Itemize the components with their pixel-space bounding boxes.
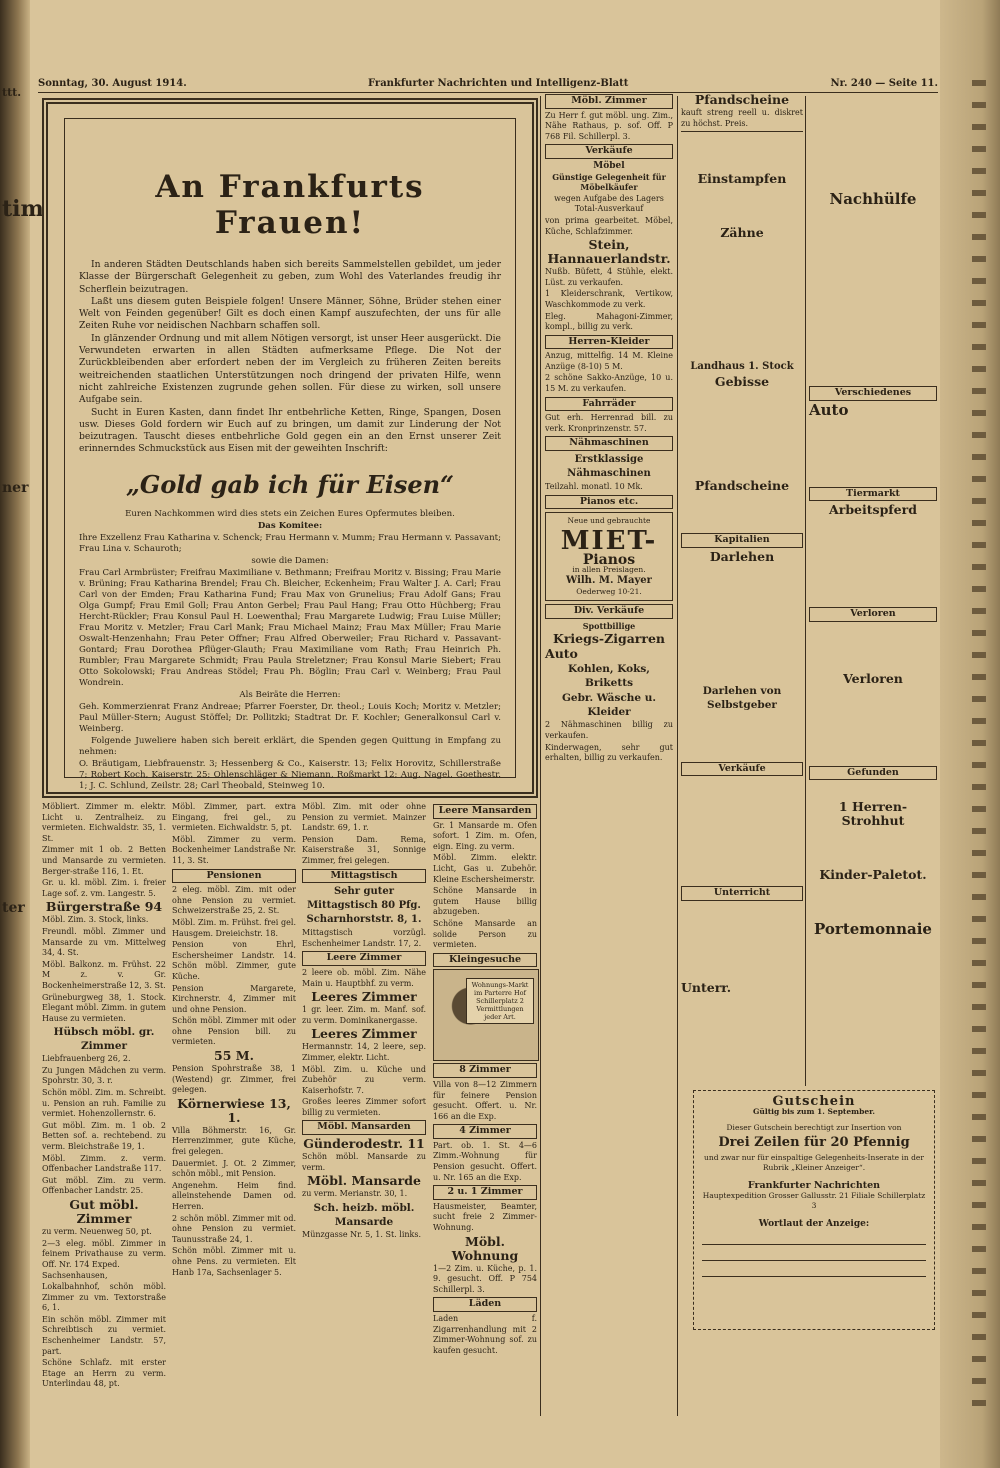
binding-fragment: ter: [2, 900, 25, 916]
header-date: Sonntag, 30. August 1914.: [38, 78, 187, 89]
ad-item: Gr. u. kl. möbl. Zim. i. freier Lage sof. z. vm. Langestr. 5.: [42, 878, 166, 898]
subheading: Spottbillige: [582, 620, 636, 631]
section-heading: Pensionen: [172, 869, 296, 884]
binding-fragment: tim: [2, 196, 44, 222]
ad-item: Möbl. Zim. mit oder ohne Pension zu vermiet. Mainzer Landstr. 69, 1. r.: [302, 802, 426, 833]
ad-item: Schön möbl. Zimmer mit u. ohne Pens. zu vermieten. Elt Hanb 17a, Sachsenlager 5.: [172, 1246, 296, 1277]
piano-ad-miet: MIET-: [560, 525, 658, 556]
coupon-offer: Drei Zeilen für 20 Pfennig: [718, 1135, 910, 1150]
section-heading: Verkäufe: [681, 762, 803, 777]
ad-item: Gut erh. Herrenrad bill. zu verk. Kronprinzenstr. 57.: [545, 413, 673, 433]
appeal-slogan: „Gold gab ich für Eisen“: [126, 469, 454, 499]
ad-item: Schöne Mansarde an solide Person zu vermieten.: [433, 918, 537, 950]
ad-headline: Pfandscheine: [694, 92, 790, 107]
ad-item: Zu Jungen Mädchen zu verm. Spohrstr. 30, 3. r.: [42, 1065, 166, 1086]
ad-item: Ein schön möbl. Zimmer mit Schreibtisch zu vermiet. Eschenheimer Landstr. 57, part.: [42, 1314, 166, 1356]
ad-headline: Kohlen, Koks, Briketts: [568, 663, 650, 690]
section-heading: Fahrräder: [545, 397, 673, 412]
ad-item: Möbl. Zimm. elektr. Licht, Gas u. Zubehör. Kleine Eschersheimerstr.: [433, 853, 537, 884]
section-heading: Leere Zimmer: [302, 951, 426, 966]
binding-holes: [972, 80, 986, 1420]
ad-item: Möbliert. Zimmer m. elektr. Licht u. Zentralheiz. zu vermieten. Eichwaldstr. 35, 1. St.: [42, 802, 166, 843]
ad-item: Freundl. möbl. Zimmer und Mansarde zu vm. Mittelweg 34, 4. St.: [42, 926, 166, 958]
ad-item: Hermannstr. 14, 2 leere, sep. Zimmer, elektr. Licht.: [302, 1042, 426, 1062]
ad-headline: Stein, Hannauerlandstr.: [547, 237, 671, 267]
section-heading: Kleingesuche: [433, 953, 537, 968]
ad-headline: Günderodestr. 11: [303, 1136, 425, 1152]
section-heading: Pianos etc.: [545, 495, 673, 510]
ad-item: Möbl. Zimmer, part. extra Eingang, frei gel., zu vermieten. Eichwaldstr. 5, pt.: [172, 802, 296, 833]
ad-item: Möbl. Zimmer zu verm. Bockenheimer Landstraße Nr. 11, 3. St.: [172, 834, 296, 865]
ad-headline: Darlehen von Selbstgeber: [702, 684, 782, 711]
column-rule: [805, 96, 806, 1086]
ad-item: Möbl. Balkonz. m. Frühst. 22 M z. v. Gr. Bockenheimerstraße 12, 3. St.: [42, 959, 166, 990]
ad-item: 2—3 eleg. möbl. Zimmer in feinem Privathause zu verm. Off. Nr. 174 Exped.: [42, 1238, 166, 1269]
ad-headline: Sehr guter Mittagstisch 80 Pfg. Scharnhorststr. 8, 1.: [306, 886, 422, 926]
coupon-text: und zwar nur für einspaltige Gelegenheits-Inserate in der Rubrik „Kleiner Anzeiger“.: [704, 1153, 924, 1172]
ad-item: Großes leeres Zimmer sofort billig zu vermieten.: [302, 1097, 426, 1117]
section-heading: 8 Zimmer: [433, 1063, 537, 1078]
ad-headline: Unterr.: [681, 979, 732, 995]
ad-headline: Auto: [545, 646, 578, 662]
appeal-paragraph: Sucht in Euren Kasten, dann findet Ihr entbehrliche Ketten, Ringe, Spangen, Dosen usw. Dieses Gold fordern wir Euch auf zu bringen, um damit zur Linderung der Not beizutragen. Tauscht dieses entbehrliche Gold gegen ein an den Ernst unserer Zeit erinnerndes Schmuckstück aus Eisen mit der geweihten Inschrift:: [79, 406, 501, 455]
ad-item: Schöne Mansarde in gutem Hause billig abzugeben.: [433, 886, 537, 917]
section-heading: Verkäufe: [545, 144, 673, 159]
piano-ad-address: Oederweg 10-21.: [576, 586, 642, 596]
ad-headline: Sch. heizb. möbl. Mansarde: [313, 1201, 415, 1228]
ad-column-2: [172, 802, 296, 1392]
ad-item: 1 gr. leer. Zim. m. Manf. sof. zu verm. Dominikanergasse.: [302, 1005, 426, 1025]
section-heading: Möbl. Zimmer: [545, 94, 673, 109]
appeal-after-slogan: Euren Nachkommen wird dies stets ein Zeichen Eures Opfermutes bleiben.: [125, 508, 455, 519]
appeal-paragraph: In anderen Städten Deutschlands haben sich bereits Sammelstellen gebildet, um jeder Klasse der Bürgerschaft Gelegenheit zu geben, zum Wohl des Vaterlandes freudig ihr Scherflein beizutragen.: [79, 259, 501, 295]
ad-item: Möbl. Zim. 3. Stock, links.: [42, 915, 149, 925]
ad-item: Angenehm. Heim find. alleinstehende Damen od. Herren.: [172, 1180, 296, 1211]
ad-item: Nußb. Büfett, 4 Stühle, elekt. Lüst. zu verkaufen.: [545, 267, 673, 287]
coupon-wording-label: Wortlaut der Anzeige:: [758, 1219, 870, 1229]
coupon-write-line[interactable]: [702, 1248, 926, 1261]
ad-headline: Hübsch möbl. gr. Zimmer: [53, 1026, 155, 1053]
ad-item: Möbl. Zim. u. Küche und Zubehör zu verm. Kaiserhofstr. 7.: [302, 1064, 426, 1095]
ad-item: Hausmeister, Beamter, sucht freie 2 Zimmer-Wohnung.: [433, 1201, 537, 1233]
ad-item: 2 schöne Sakko-Anzüge, 10 u. 15 M. zu verkaufen.: [545, 373, 673, 394]
appeal-inner: [64, 118, 516, 791]
ad-column-4: [433, 802, 537, 1392]
ad-headline: Darlehen: [709, 548, 775, 564]
wohnungs-markt-bubble: Wohnungs-Markt im Parterre Hof Schillerplatz 2 Vermittlungen jeder Art.: [466, 978, 534, 1024]
ad-headline: Verloren: [843, 670, 903, 686]
ad-item: 2 eleg. möbl. Zim. mit oder ohne Pension zu vermiet. Schweizerstraße 25, 2. St.: [172, 885, 296, 916]
ad-item: 2 schön möbl. Zimmer mit od. ohne Pension zu vermiet. Taunusstraße 24, 1.: [172, 1213, 296, 1244]
appeal-paragraph: Laßt uns diesem guten Beispiele folgen! Unsere Männer, Söhne, Brüder stehen einer Welt von Feinden gegenüber! Gilt es doch einen Kampf auszufechten, der uns für alle Zeiten Ruhe vor neidischen Nachbarn schaffen soll.: [79, 295, 501, 332]
gutschein-coupon: [693, 1090, 935, 1330]
ad-item: Villa von 8—12 Zimmern für feinere Pension gesucht. Offert. u. Nr. 166 an die Exp.: [433, 1079, 537, 1121]
ad-headline: Kriegs-Zigarren: [552, 631, 666, 647]
section-heading: Läden: [433, 1297, 537, 1312]
section-heading: Div. Verkäufe: [545, 604, 673, 619]
section-heading: 4 Zimmer: [433, 1124, 537, 1139]
ad-headline: Landhaus 1. Stock: [690, 361, 794, 373]
ad-headline: Einstampfen: [697, 171, 787, 187]
column-rule: [677, 96, 678, 1416]
ad-item: 2 leere ob. möbl. Zim. Nähe Main u. Hauptbhf. zu verm.: [302, 967, 426, 988]
ad-column-7: [809, 92, 937, 1082]
ad-column-5: [545, 92, 673, 1392]
advert-portrait-illustration: [433, 969, 539, 1061]
section-heading: Verloren: [809, 607, 937, 622]
ad-column-6: [681, 92, 803, 1082]
ad-item: wegen Aufgabe des Lagers Total-Ausverkauf: [554, 193, 664, 214]
ad-item: Gut möbl. Zim. m. 1 ob. 2 Betten sof. a. rechtebend. zu verm. Bleichstraße 19, 1.: [42, 1120, 166, 1152]
ad-headline: Bürgerstraße 94: [45, 899, 163, 915]
ad-item: Villa Böhmerstr. 16, Gr. Herrenzimmer, gute Küche, frei gelegen.: [172, 1125, 296, 1157]
damen-list: Frau Carl Armbrüster; Freifrau Maximiliane v. Bethmann; Freifrau Moritz v. Bissing; Frau Marie v. Brüning; Frau Katharina Brendel; Frau Ch. Bleicher, Eckenheim; Frau Walter J. A. Carl; Frau Carl von der Emden; Frau Katharina Fund; Frau Max von Grunelius; Frau Adolf Gans; Frau Olga Gumpf; Frau Emil Goll; Frau Anton Gerbel; Frau Paul Hang; Frau Otto Hüchberg; Frau Hercht-Rückler; Frau Konsul Paul H. Loewenthal; Frau Margarete Ludwig; Frau Luise Müller; Frau Moritz v. Metzler; Frau Carl Mank; Frau Michael Mainz; Frau Max Müller; Frau Marie Oswalt-Henzenhahn; Frau Peter Offner; Frau Alfred Oberweiler; Frau Richard v. Passavant-Gontard; Frau Dorothea Pflüger-Glauth; Frau Maximiliane vom Rath; Frau Heinrich Ph. Rumbler; Frau Margarete Schmidt; Frau Paula Streletzner; Frau Konsul Marie Siebert; Frau Otto Sokolowski; Frau Andreas Stödel; Frau Ph. Böglin; Frau Carl v. Weinberg; Frau Paul Wondrein.: [79, 567, 501, 688]
ad-headline: Leeres Zimmer: [311, 989, 417, 1005]
ad-headline: Portemonnaie: [814, 920, 932, 939]
column-rule: [540, 96, 541, 1416]
ad-item: Eleg. Mahagoni-Zimmer, kompl., billig zu verk.: [545, 311, 673, 332]
divider: [681, 131, 803, 132]
ad-item: 1 Kleiderschrank, Vertikow, Waschkommode zu verk.: [545, 289, 673, 309]
ad-item: Pension von Ehrl, Eschersheimer Landstr. 14. Schön möbl. Zimmer, gute Küche.: [172, 940, 296, 981]
ad-item: Pension Spohrstraße 38, 1 (Westend) gr. Zimmer, frei gelegen.: [172, 1064, 296, 1095]
section-heading: Möbl. Mansarden: [302, 1120, 426, 1135]
ad-item: Schön möbl. Zim. m. Schreibt. u. Pension an ruh. Familie zu vermiet. Hohenzollernstr. 6.: [42, 1088, 166, 1119]
section-heading: Verschiedenes: [809, 386, 937, 401]
ad-item: Zu Herr f. gut möbl. ung. Zim., Nähe Rathaus, p. sof. Off. P 768 Fil. Schillerpl. 3.: [545, 110, 673, 141]
ad-item: Möbl. Zimm. z. verm. Offenbacher Landstraße 117.: [42, 1153, 166, 1174]
piano-ad-pianos: Pianos: [582, 551, 636, 568]
ad-item: zu verm. Neuenweg 50, pt.: [42, 1227, 152, 1236]
ad-headline: 1 Herren-Strohhut: [838, 799, 908, 829]
ad-headline: Möbl. Mansarde: [307, 1173, 421, 1189]
ad-headline: Leeres Zimmer: [311, 1026, 417, 1042]
ad-headline: Erstklassige Nähmaschinen: [567, 454, 651, 480]
ad-headline: Auto: [809, 400, 849, 419]
section-heading: Mittagstisch: [302, 869, 426, 884]
ad-item: Schön möbl. Mansarde zu verm.: [302, 1152, 426, 1172]
komitee-list: Ihre Exzellenz Frau Katharina v. Schenck; Frau Hermann v. Mumm; Frau Hermann v. Passavant; Frau Lina v. Schauroth;: [79, 532, 501, 554]
appeal-headline: An Frankfurts Frauen!: [155, 169, 425, 241]
ad-item: Sachsenhausen, Lokalbahnhof, schön möbl. Zimmer zu vm. Textorstraße 6, 1.: [42, 1271, 166, 1313]
coupon-text: Dieser Gutschein berechtigt zur Insertion von: [726, 1123, 902, 1132]
ad-headline: Kinder-Paletot.: [819, 867, 927, 883]
binding-fragment: ner: [2, 480, 29, 496]
ad-headline: Gebr. Wäsche u. Kleider: [561, 692, 657, 719]
piano-ad-intro: Neue und gebrauchte: [567, 516, 651, 526]
ad-item: 1—2 Zim. u. Küche, p. 1. 9. gesucht. Off. P 754 Schillerpl. 3.: [433, 1263, 537, 1294]
ad-item: 2 Nähmaschinen billig zu verkaufen.: [545, 720, 673, 740]
coupon-write-line[interactable]: [702, 1232, 926, 1245]
section-heading: Gefunden: [809, 766, 937, 781]
appeal-box: [42, 98, 538, 798]
coupon-publisher: Frankfurter Nachrichten: [747, 1180, 881, 1191]
ad-item: Teilzahl. monatl. 10 Mk.: [545, 482, 643, 492]
appeal-paragraph: In glänzender Ordnung und mit allem Nötigen versorgt, ist unser Heer ausgerückt. Die Verwundeten erwarten in allen Städten aufmerksame Pflege. Die Not der Zurückbleibenden aber erfordert neben der im Vergleich zu früheren Zeiten bereits weitreichenden staatlichen Unterstützungen noch dringend der privaten Hilfe, wenn nicht zahlreiche Existenzen zugrunde gehen sollen. Für diese zu wirken, soll unsere Aufgabe sein.: [79, 332, 501, 406]
ad-item: Pension Dam. Rema, Kaiserstraße 31, Sonnige Zimmer, frei gelegen.: [302, 834, 426, 865]
page-edge: [940, 0, 1000, 1468]
ad-headline: Arbeitspferd: [829, 502, 917, 518]
ad-item: Schöne Schlafz. mit erster Etage an Herrn zu verm. Unterlindau 48, pt.: [42, 1358, 166, 1389]
herren-title: Als Beiräte die Herren:: [239, 689, 341, 700]
coupon-address: Hauptexpedition Grosser Gallusstr. 21 Filiale Schillerplatz 3: [702, 1191, 926, 1210]
ad-item: Part. ob. 1. St. 4—6 Zimm.-Wohnung für Pension gesucht. Offert. u. Nr. 165 an die Exp.: [433, 1140, 537, 1182]
ad-item: Günstige Gelegenheit für Möbelkäufer: [552, 171, 666, 193]
section-heading: Herren-Kleider: [545, 335, 673, 350]
ad-headline: Gebisse: [714, 374, 770, 390]
piano-ad-prices: in allen Preislagen.: [572, 565, 646, 575]
komitee-title: Das Komitee:: [257, 520, 323, 531]
ad-item: Möbl. Zim. m. Frühst. frei gel. Hausgem. Dreieichstr. 18.: [172, 917, 296, 938]
ad-item: von prima gearbeitet. Möbel, Küche, Schlafzimmer.: [545, 215, 673, 236]
subheading: Möbel: [593, 160, 625, 171]
binding-edge: [0, 0, 44, 1468]
ad-headline: Körnerwiese 13, 1.: [177, 1095, 291, 1125]
ad-headline: Gut möbl. Zimmer: [69, 1197, 139, 1226]
ad-item: Zimmer mit 1 ob. 2 Betten und Mansarde zu vermieten. Berger-straße 116, 1. Et.: [42, 845, 166, 876]
piano-ad-firm: Wilh. M. Mayer: [566, 575, 652, 586]
ad-item: Münzgasse Nr. 5, 1. St. links.: [302, 1229, 422, 1239]
coupon-write-line[interactable]: [702, 1264, 926, 1277]
juweliere-list: O. Bräutigam, Liebfrauenstr. 3; Hessenberg & Co., Kaiserstr. 13; Felix Horovitz, Schillerstraße 7; Robert Koch, Kaiserstr. 25; Ohlenschläger & Niemann, Roßmarkt 12; Aug. Nagel, Goethestr. 1; J. C. Schlund, Zeilstr. 28; Carl Theobald, Steinweg 10.: [79, 758, 501, 791]
ad-headline: Pfandscheine: [694, 478, 790, 494]
ad-item: Dauermiet. J. Ot. 2 Zimmer, schön möbl., mit Pension.: [172, 1158, 296, 1179]
header-title: Frankfurter Nachrichten und Intelligenz-Blatt: [368, 78, 629, 89]
ad-item: Gr. 1 Mansarde m. Ofen sofort. 1 Zim. m. Ofen, eign. Eing. zu verm.: [433, 820, 537, 851]
section-heading: Leere Mansarden: [433, 804, 537, 819]
ad-column-3: [302, 802, 426, 1392]
ad-item: Laden f. Zigarrenhandlung mit 2 Zimmer-Wohnung sof. zu kaufen gesucht.: [433, 1314, 537, 1355]
section-heading: Nähmaschinen: [545, 436, 673, 451]
coupon-validity: Gültig bis zum 1. September.: [753, 1107, 875, 1116]
page-header: [38, 76, 938, 93]
ad-item: Gut möbl. Zim. zu verm. Offenbacher Landstr. 25.: [42, 1175, 166, 1196]
section-heading: Tiermarkt: [809, 487, 937, 502]
section-heading: 2 u. 1 Zimmer: [433, 1185, 537, 1200]
ad-item: kauft streng reell u. diskret zu höchst. Preis.: [681, 108, 803, 128]
damen-title: sowie die Damen:: [251, 555, 329, 566]
herren-list: Geh. Kommerzienrat Franz Andreae; Pfarrer Foerster, Dr. theol.; Louis Koch; Moritz v. Metzler; Paul Müller-Stern; August Stöffel; Dr. Pollitzki; Stadtrat Dr. F. Kochler; Generalkonsul Carl v. Weinberg.: [79, 701, 501, 734]
ad-item: Grüneburgweg 38, 1. Stock. Elegant möbl. Zimm. in gutem Hause zu vermieten.: [42, 992, 166, 1023]
binding-fragment: ttt.: [2, 86, 22, 99]
ad-headline: Möbl. Wohnung: [451, 1233, 519, 1263]
ad-item: Liebfrauenberg 26, 2.: [42, 1054, 131, 1064]
ad-item: Pension Margarete, Kirchnerstr. 4, Zimmer mit und ohne Pension.: [172, 983, 296, 1014]
section-heading: Kapitalien: [681, 533, 803, 548]
ad-headline: Zähne: [720, 225, 764, 241]
ad-headline: 55 M.: [214, 1048, 254, 1064]
ad-item: Schön möbl. Zimmer mit oder ohne Pension bill. zu vermieten.: [172, 1016, 296, 1047]
ad-headline: Nachhülfe: [829, 190, 917, 208]
ad-column-1: [42, 802, 166, 1392]
ad-item: Mittagstisch vorzügl. Eschenheimer Landstr. 17, 2.: [302, 928, 426, 948]
ad-item: zu verm. Merianstr. 30, 1.: [302, 1189, 408, 1199]
section-heading: Unterricht: [681, 886, 803, 901]
miet-pianos-ad: [545, 512, 673, 601]
coupon-title: Gutschein: [772, 1094, 856, 1109]
juweliere-intro: Folgende Juweliere haben sich bereit erklärt, die Spenden gegen Quittung in Empfang zu nehmen:: [79, 735, 501, 757]
ad-item: Kinderwagen, sehr gut erhalten, billig zu verkaufen.: [545, 742, 673, 763]
ad-item: Anzug, mittelfig. 14 M. Kleine Anzüge (8-10) 5 M.: [545, 351, 673, 371]
header-page: Nr. 240 — Seite 11.: [830, 78, 938, 89]
